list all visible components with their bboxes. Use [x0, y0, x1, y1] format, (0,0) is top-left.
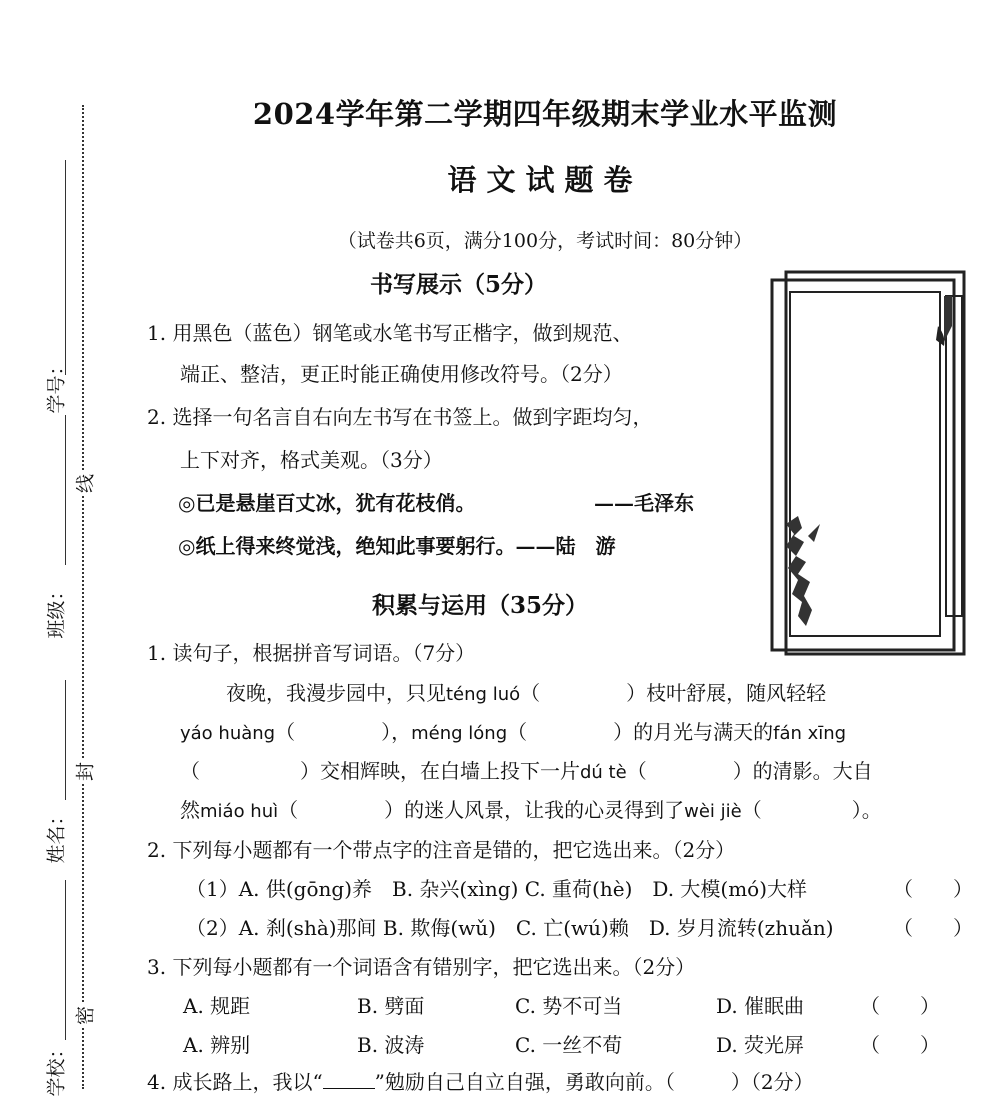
q1-line4: 然miáo huì（ ）的迷人风景，让我的心灵得到了wèi jiè（ ）。: [180, 798, 882, 822]
pinyin-miaohui: miáo huì: [200, 801, 279, 822]
q3-row1-c: C. 势不可当: [515, 994, 623, 1018]
pinyin-tengluo: téng luó: [446, 684, 521, 705]
q1-line1: 夜晚，我漫步园中，只见téng luó（ ）枝叶舒展，随风轻轻: [226, 681, 827, 705]
student-id-label: 学号：: [45, 356, 68, 414]
section-accumulation-heading: 积累与运用（35分）: [372, 592, 589, 619]
q1-line2: yáo huàng（ ），méng lóng（ ）的月光与满天的fán xīng: [180, 720, 847, 744]
writing-q1-line1: 1. 用黑色（蓝色）钢笔或水笔书写正楷字，做到规范、: [147, 321, 633, 345]
pinyin-weijie: wèi jiè: [684, 801, 742, 822]
q3-row2-d: D. 荧光屏: [716, 1033, 805, 1057]
q4-stem: 4. 成长路上，我以“ ”勉励自己自立自强，勇敢向前。（ ）（2分）: [147, 1070, 814, 1094]
pinyin-yaohuang: yáo huàng: [180, 723, 276, 744]
writing-q2-line2: 上下对齐，格式美观。（3分）: [180, 448, 443, 472]
q3-row2-answer-paren[interactable]: （ ）: [860, 1033, 940, 1057]
writing-q2-line1: 2. 选择一句名言自右向左书写在书签上。做到字距均匀，: [147, 405, 653, 429]
school-underline: [65, 880, 66, 1040]
pinyin-fanxing: fán xīng: [773, 723, 847, 744]
bookmark-illustration: [768, 266, 978, 666]
q2-stem: 2. 下列每小题都有一个带点字的注音是错的，把它选出来。（2分）: [147, 838, 736, 862]
line-mark: 线: [71, 472, 98, 496]
q3-row1-answer-paren[interactable]: （ ）: [860, 994, 940, 1018]
school-label: 学校：: [45, 1039, 68, 1097]
secret-mark: 密: [71, 1004, 98, 1028]
pinyin-menglong: méng lóng: [411, 723, 508, 744]
quote-1: ◎已是悬崖百丈冰，犹有花枝俏。: [178, 491, 476, 515]
q1-line3: （ ）交相辉映，在白墙上投下一片dú tè（ ）的清影。大自: [180, 759, 873, 783]
q3-row2-a: A. 辨别: [183, 1033, 251, 1057]
q3-row1-d: D. 催眠曲: [716, 994, 805, 1018]
q3-row2-b: B. 波涛: [357, 1033, 425, 1057]
exam-subtitle: 语文试题卷: [447, 163, 643, 197]
pinyin-dute: dú tè: [580, 762, 627, 783]
q3-stem: 3. 下列每小题都有一个词语含有错别字，把它选出来。（2分）: [147, 955, 696, 979]
q3-row1-a: A. 规距: [183, 994, 251, 1018]
exam-title: 2024学年第二学期四年级期末学业水平监测: [252, 97, 838, 131]
seal-mark: 封: [71, 760, 98, 784]
q2-row1: （1）A. 供(gōng)养 B. 杂兴(xìng) C. 重荷(hè) D. 大模(mó)大样: [186, 877, 808, 901]
q2-row2-answer-paren[interactable]: （ ）: [893, 916, 973, 940]
q3-row1-b: B. 劈面: [357, 994, 425, 1018]
exam-info: （试卷共6页，满分100分，考试时间：80分钟）: [337, 230, 753, 252]
q3-row2-c: C. 一丝不荀: [515, 1033, 623, 1057]
quote-2: ◎纸上得来终觉浅，绝知此事要躬行。——陆 游: [178, 534, 616, 558]
tassel-icon: [944, 296, 952, 342]
name-label: 姓名：: [45, 806, 68, 864]
q2-row2: （2）A. 刹(shà)那间 B. 欺侮(wǔ) C. 亡(wú)赖 D. 岁月流转(zhuǎn): [186, 916, 834, 940]
quote-1-author: ——毛泽东: [594, 491, 694, 515]
writing-q1-line2: 端正、整洁，更正时能正确使用修改符号。（2分）: [180, 362, 623, 386]
class-label: 班级：: [45, 581, 68, 639]
q2-row1-answer-paren[interactable]: （ ）: [893, 877, 973, 901]
name-underline: [65, 680, 66, 800]
section-writing-heading: 书写展示（5分）: [370, 271, 548, 298]
q1-stem: 1. 读句子，根据拼音写词语。（7分）: [147, 641, 476, 665]
class-underline: [65, 415, 66, 565]
